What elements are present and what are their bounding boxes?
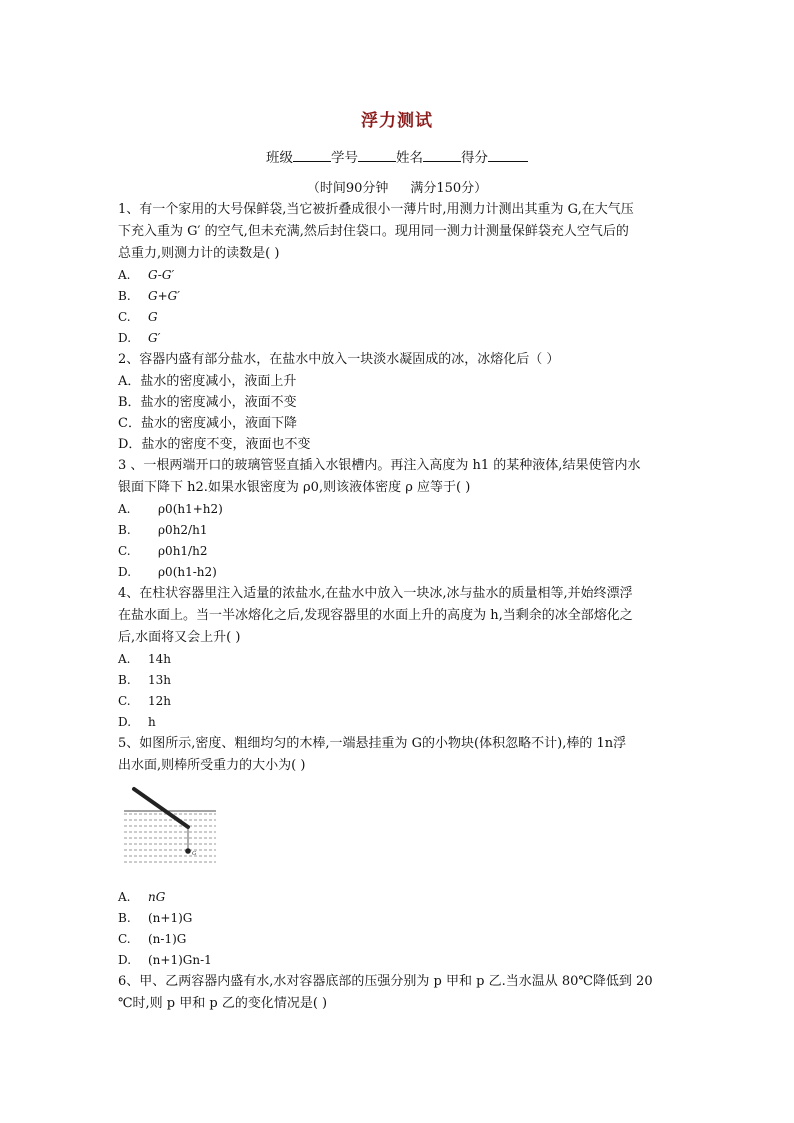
question-text-line: 下充入重为 G′ 的空气,但未充满,然后封住袋口。现用同一测力计测量保鲜袋充人空气后的	[118, 224, 629, 239]
score-label: 得分	[461, 150, 488, 166]
question-6	[118, 971, 678, 1015]
option-text: (n+1)Gn-1	[148, 953, 212, 967]
option-text: 14h	[148, 652, 171, 666]
option-a	[118, 371, 678, 392]
option-d	[118, 328, 678, 349]
option-label: A.	[118, 502, 131, 516]
option-c	[118, 541, 678, 562]
question-text-line: 4、在柱状容器里注入适量的浓盐水,在盐水中放入一块冰,冰与盐水的质量相等,并始终漂浮	[118, 586, 633, 601]
question-text-line: 在盐水面上。当一半冰熔化之后,发现容器里的水面上升的高度为 h,当剩余的冰全部熔化之	[118, 608, 633, 623]
question-text-line: 1、有一个家用的大号保鲜袋,当它被折叠成很小一薄片时,用测力计测出其重为 G,在大气压	[118, 202, 634, 217]
option-text: G	[148, 310, 158, 324]
name-label: 姓名	[396, 150, 423, 166]
id-label: 学号	[331, 150, 358, 166]
question-text-line: 总重力,则测力计的读数是( )	[118, 246, 280, 261]
student-info-line	[0, 146, 794, 166]
option-label: D.	[118, 953, 132, 967]
exam-time-line	[0, 177, 794, 196]
question-text-line: 6、甲、乙两容器内盛有水,水对容器底部的压强分别为 p 甲和 p 乙.当水温从 80℃降低到 20	[118, 974, 653, 989]
option-label: A．	[118, 374, 141, 389]
name-blank[interactable]	[423, 149, 461, 162]
class-label: 班级	[266, 150, 293, 166]
class-blank[interactable]	[293, 149, 331, 162]
exam-duration: （时间90分钟	[306, 181, 389, 196]
option-label: C.	[118, 932, 131, 946]
question-3	[118, 455, 678, 583]
option-a	[118, 265, 678, 286]
option-c	[118, 307, 678, 328]
option-text: 盐水的密度不变，液面也不变	[141, 437, 311, 452]
option-text: ρ0h2/h1	[158, 523, 208, 537]
question-text-line: ℃时,则 p 甲和 p 乙的变化情况是( )	[118, 996, 328, 1011]
option-label: C.	[118, 544, 131, 558]
option-text: 盐水的密度减小，液面不变	[140, 395, 297, 410]
option-text: 13h	[148, 673, 171, 687]
option-d	[118, 562, 678, 583]
id-blank[interactable]	[358, 149, 396, 162]
option-label: B.	[118, 523, 131, 537]
option-text: (n-1)G	[148, 932, 187, 946]
question-4	[118, 583, 678, 733]
option-label: B．	[118, 395, 141, 410]
option-a	[118, 887, 678, 908]
wooden-stick	[134, 789, 188, 827]
question-text-line: 3 、一根两端开口的玻璃管竖直插入水银槽内。再注入高度为 h1 的某种液体,结果使管内水	[118, 458, 641, 473]
stick-diagram	[118, 777, 228, 887]
option-text: h	[148, 715, 156, 729]
option-text: 盐水的密度减小，液面下降	[140, 416, 297, 431]
weight-label: G	[192, 851, 197, 857]
small-weight	[185, 848, 191, 854]
option-text: ρ0(h1+h2)	[158, 502, 223, 516]
option-text: G+G′	[148, 289, 180, 303]
option-label: A.	[118, 652, 131, 666]
option-label: D.	[118, 331, 132, 345]
option-text: G′	[148, 331, 161, 345]
option-a	[118, 649, 678, 670]
exam-full-score: 满分150分）	[410, 181, 488, 196]
option-d	[118, 950, 678, 971]
option-label: B.	[118, 911, 131, 925]
score-blank[interactable]	[488, 149, 528, 162]
question-text-line: 2、容器内盛有部分盐水，在盐水中放入一块淡水凝固成的冰，冰熔化后（ ）	[118, 352, 560, 367]
option-label: B.	[118, 673, 131, 687]
option-text: 12h	[148, 694, 171, 708]
option-text: G-G′	[148, 268, 175, 282]
option-label: D.	[118, 565, 132, 579]
option-text: ρ0(h1-h2)	[158, 565, 217, 579]
option-label: D.	[118, 715, 132, 729]
question-text-line: 银面下降下 h2.如果水银密度为 ρ0,则该液体密度 ρ 应等于( )	[118, 480, 471, 495]
question-5	[118, 733, 678, 971]
option-c	[118, 413, 678, 434]
option-b	[118, 520, 678, 541]
option-b	[118, 392, 678, 413]
option-label: C.	[118, 310, 131, 324]
option-c	[118, 691, 678, 712]
page-title: 浮力测试	[361, 111, 433, 131]
question-2	[118, 349, 678, 455]
option-label: A.	[118, 268, 131, 282]
option-label: B.	[118, 289, 131, 303]
question-text-line: 出水面,则棒所受重力的大小为( )	[118, 758, 306, 773]
option-b	[118, 670, 678, 691]
option-text: nG	[148, 890, 166, 904]
question-text-line: 后,水面将又会上升( )	[118, 630, 241, 645]
question-1	[118, 199, 678, 349]
option-text: 盐水的密度减小，液面上升	[140, 374, 297, 389]
option-label: D．	[118, 437, 142, 452]
option-a	[118, 499, 678, 520]
option-text: ρ0h1/h2	[158, 544, 208, 558]
option-d	[118, 712, 678, 733]
option-label: C．	[118, 416, 141, 431]
stick-in-water-figure	[118, 777, 678, 887]
question-text-line: 5、如图所示,密度、粗细均匀的木棒,一端悬挂重为 G的小物块(体积忽略不计),棒的 1n浮	[118, 736, 627, 751]
option-text: (n+1)G	[148, 911, 193, 925]
question-list	[118, 199, 678, 1015]
option-label: A.	[118, 890, 131, 904]
option-b	[118, 908, 678, 929]
option-b	[118, 286, 678, 307]
option-c	[118, 929, 678, 950]
option-d	[118, 434, 678, 455]
option-label: C.	[118, 694, 131, 708]
